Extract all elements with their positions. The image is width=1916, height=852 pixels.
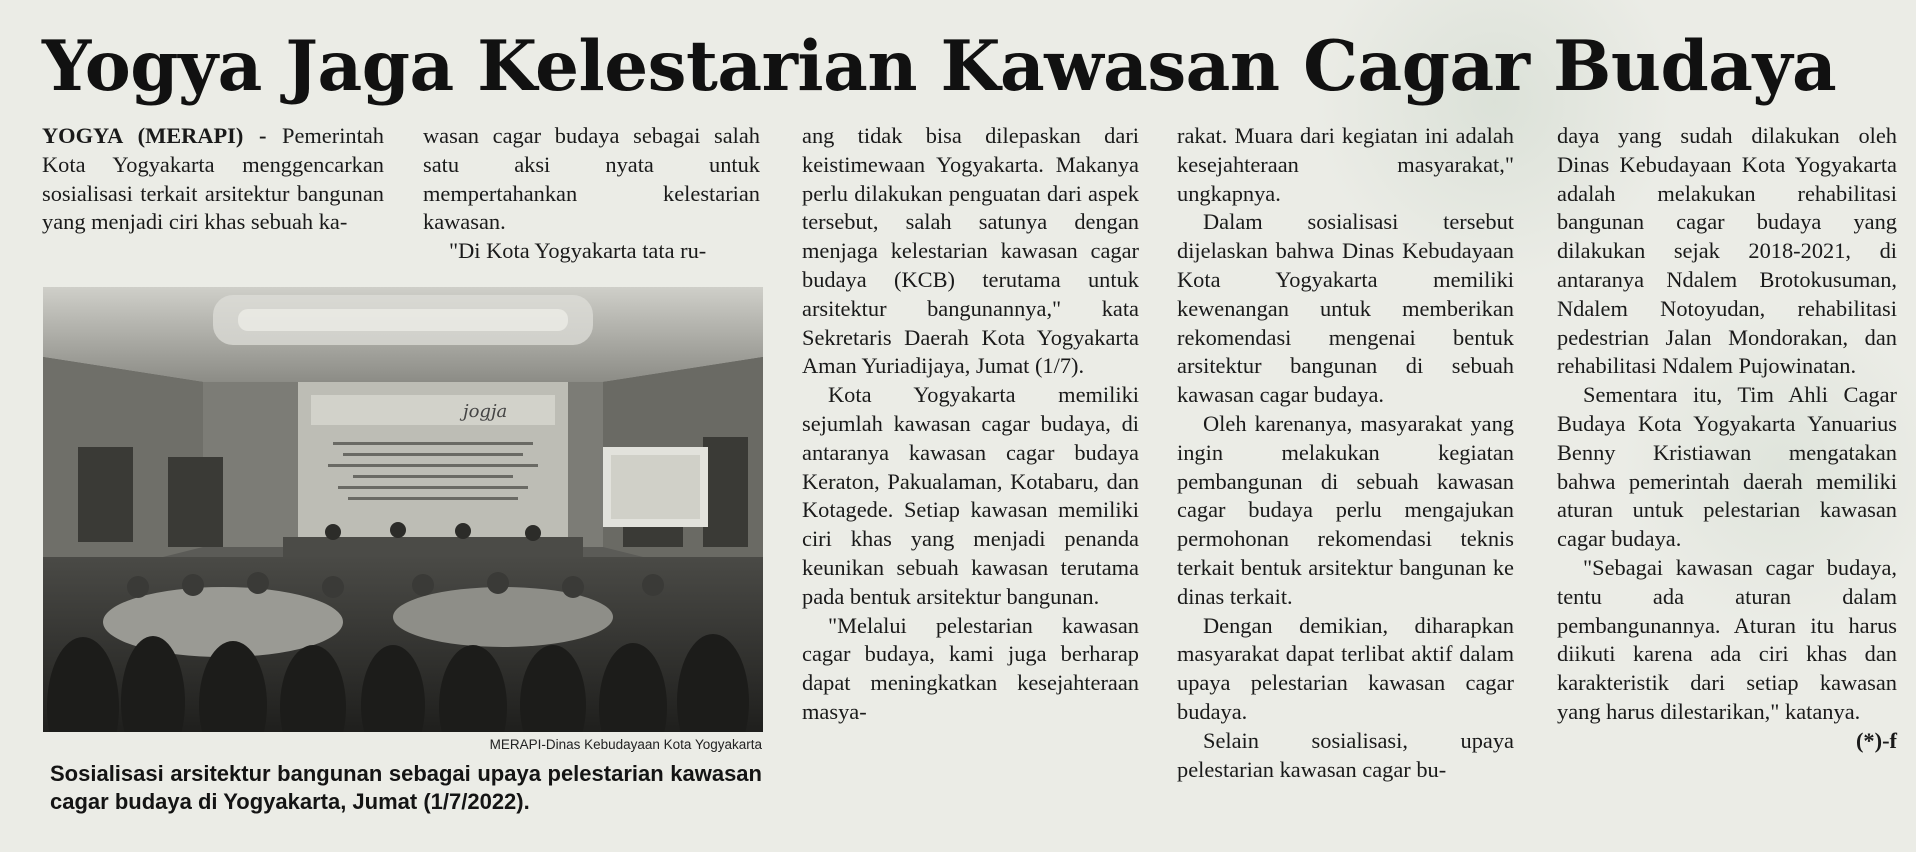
paragraph-text: Pemerintah Kota Yogyakarta menggencarkan sosialisasi terkait arsitektur bangunan yang menjadi ciri khas sebuah ka- [42,123,384,235]
paragraph-text: wasan cagar budaya sebagai salah satu aksi nyata untuk mempertahankan kelestarian kawasan. [423,123,760,235]
headline: Yogya Jaga Kelestarian Kawasan Cagar Budaya [42,26,1837,107]
paragraph-text: rakat. Muara dari kegiatan ini adalah kesejahteraan masyarakat," ungkapnya. [1177,123,1514,206]
paragraph-text: Kota Yogyakarta memiliki sejumlah kawasan cagar budaya, di antaranya kawasan cagar budaya Keraton, Pakualaman, Kotabaru, dan Kotagede. Setiap kawasan memiliki ciri khas yang menjadi penanda keunikan sebuah kawasan terutama pada bentuk arsitektur bangunan. [802,382,1139,609]
paragraph-text: Selain sosialisasi, upaya pelestarian kawasan cagar bu- [1177,727,1514,782]
paragraph-text: "Di Kota Yogyakarta tata ru- [449,238,707,264]
article-column-1 [42,122,384,237]
paragraph-final [1557,554,1897,753]
author-signoff: (*)-f [1855,727,1897,753]
paragraph-text: Dalam sosialisasi tersebut dijelaskan bahwa Dinas Kebudayaan Kota Yogyakarta memiliki kewenangan untuk memberikan rekomendasi mengenai bentuk arsitektur bangunan di sebuah kawasan cagar budaya. [1177,209,1514,408]
photo-caption: Sosialisasi arsitektur bangunan sebagai upaya pelestarian kawasan cagar budaya di Yogyakarta, Jumat (1/7/2022). [50,761,762,814]
paragraph-text: "Sebagai kawasan cagar budaya, tentu ada aturan dalam pembangunannya. Aturan itu harus diikuti karena ada ciri khas dan karakteristik dari setiap kawasan yang harus dilestarikan," katanya. [1557,554,1897,724]
paragraph-text: daya yang sudah dilakukan oleh Dinas Kebudayaan Kota Yogyakarta adalah melakukan rehabilitasi bangunan cagar budaya yang dilakukan sejak 2018-2021, di antaranya Ndalem Brotokusuman, Ndalem Notoyudan, rehabilitasi pedestrian Jalan Mondorakan, dan rehabilitasi Ndalem Pujowinatan. [1557,123,1897,379]
paragraph-text: Sementara itu, Tim Ahli Cagar Budaya Kota Yogyakarta Yanuarius Benny Kristiawan mengatakan bahwa pemerintah daerah memiliki aturan untuk pelestarian kawasan cagar budaya. [1557,382,1897,552]
paragraph-text: "Melalui pelestarian kawasan cagar budaya, kami juga berharap dapat meningkatkan kesejahteraan masya- [802,612,1139,724]
paragraph-text: ang tidak bisa dilepaskan dari keistimewaan Yogyakarta. Makanya perlu dilakukan penguatan dari aspek tersebut, salah satunya dengan menjaga kelestarian kawasan cagar budaya (KCB) terutama untuk arsitektur bangunannya," kata Sekretaris Daerah Kota Yogyakarta Aman Yuriadijaya, Jumat (1/7). [802,123,1139,379]
photo-credit: MERAPI-Dinas Kebudayaan Kota Yogyakarta [489,737,762,752]
article-column-5 [1557,122,1897,756]
banner-logo-text: jogja [463,401,508,422]
article-column-4 [1177,122,1514,784]
paragraph-text: Dengan demikian, diharapkan masyarakat dapat terlibat aktif dalam upaya pelestarian kawasan cagar budaya. [1177,612,1514,724]
paragraph-lead [42,122,384,237]
article-photo [43,287,763,732]
dateline: YOGYA (MERAPI) - [42,123,267,148]
seminar-photo-illustration [43,287,763,732]
paragraph-text: Oleh karenanya, masyarakat yang ingin melakukan kegiatan pembangunan di sebuah kawasan cagar budaya perlu mengajukan permohonan rekomendasi teknis terkait bentuk arsitektur bangunan ke dinas terkait. [1177,410,1514,609]
article-column-2 [423,122,760,266]
article-column-3 [802,122,1139,727]
